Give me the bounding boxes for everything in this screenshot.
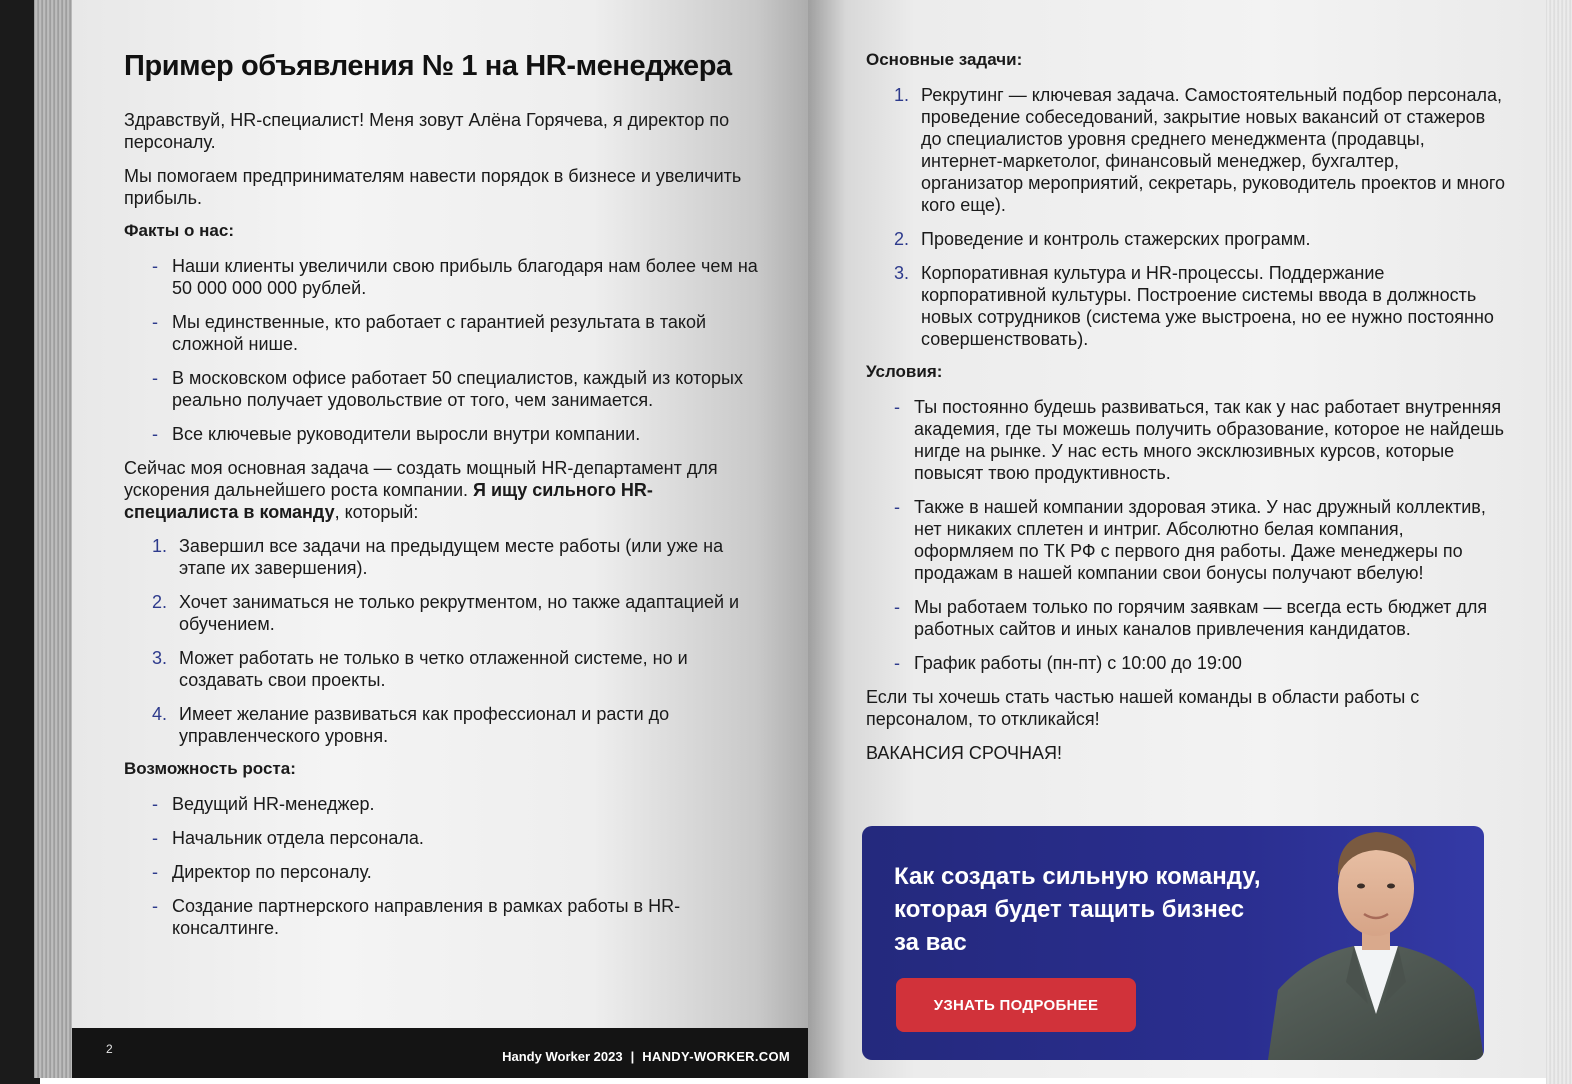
dash-marker: - (152, 828, 158, 848)
intro-paragraph-2: Мы помогаем предпринимателям навести порядок в бизнесе и увеличить прибыль. (124, 166, 742, 208)
list-item (866, 596, 1506, 640)
list-item (124, 535, 764, 579)
task-text-bold: Я ищу сильного HR-специалиста в команду (124, 480, 653, 522)
dash-marker: - (152, 424, 158, 444)
list-item (124, 827, 764, 849)
list-item-text: Проведение и контроль стажерских программ. (921, 229, 1311, 249)
dash-marker: - (152, 256, 158, 276)
footer-brand: Handy Worker 2023 (502, 1049, 623, 1064)
page-footer (72, 1028, 816, 1078)
list-item (866, 228, 1506, 250)
growth-heading: Возможность роста: (124, 759, 296, 778)
footer-brand-line (502, 1049, 790, 1064)
number-marker: 2. (894, 229, 910, 249)
list-item (124, 861, 764, 883)
tasks-heading: Основные задачи: (866, 50, 1023, 69)
number-marker: 1. (894, 85, 910, 105)
list-item (866, 84, 1506, 216)
left-page (72, 0, 816, 1078)
facts-heading: Факты о нас: (124, 221, 234, 240)
list-item-text: Мы работаем только по горячим заявкам — всегда есть бюджет для работных сайтов и иных каналов привлечения кандидатов. (914, 597, 1488, 639)
list-item-text: Хочет заниматься не только рекрутментом, но также адаптацией и обучением. (179, 592, 740, 634)
list-item (866, 652, 1506, 674)
list-item (866, 262, 1506, 350)
list-item-text: Имеет желание развиваться как профессионал и расти до управленческого уровня. (179, 704, 670, 746)
list-item (124, 367, 764, 411)
conditions-heading: Условия: (866, 362, 943, 381)
learn-more-button[interactable]: УЗНАТЬ ПОДРОБНЕЕ (896, 978, 1136, 1032)
list-item (124, 591, 764, 635)
dash-marker: - (152, 312, 158, 332)
dash-marker: - (894, 397, 900, 417)
list-item-text: Также в нашей компании здоровая этика. У нас дружный коллектив, нет никаких сплетен и интриг. Абсолютно белая компания, оформляем по ТК РФ с первого дня работы. Даже менеджеры по продажам в нашей компании свои бонусы получают вбелую! (914, 497, 1486, 583)
facts-list (124, 255, 764, 445)
task-paragraph (124, 457, 764, 523)
list-item-text: Ведущий HR-менеджер. (172, 794, 375, 814)
footer-separator: | (630, 1049, 635, 1064)
list-item (124, 703, 764, 747)
banner-title: Как создать сильную команду, которая будет тащить бизнес за вас (894, 863, 1261, 956)
speaker-photo (1268, 826, 1484, 1060)
urgent-note: ВАКАНСИЯ СРОЧНАЯ! (866, 743, 1063, 763)
dash-marker: - (152, 862, 158, 882)
footer-site-link[interactable]: HANDY-WORKER.COM (642, 1049, 790, 1064)
dash-marker: - (894, 597, 900, 617)
list-item (866, 496, 1506, 584)
number-marker: 3. (152, 648, 168, 668)
list-item-text: График работы (пн-пт) с 10:00 до 19:00 (914, 653, 1242, 673)
dash-marker: - (894, 653, 900, 673)
number-marker: 1. (152, 536, 168, 556)
tasks-list (866, 84, 1506, 350)
list-item-text: Рекрутинг — ключевая задача. Самостоятельный подбор персонала, проведение собеседований, закрытие новых вакансий от стажеров до специалистов уровня среднего менеджмента (продавцы, интернет-маркетолог, финансовый менеджер, бухгалтер, организатор мероприятий, секретарь, руководитель проектов и много кого еще). (921, 85, 1506, 215)
number-marker: 2. (152, 592, 168, 612)
list-item-text: Создание партнерского направления в рамках работы в HR-консалтинге. (172, 896, 681, 938)
left-page-content (124, 50, 764, 951)
list-item-text: Ты постоянно будешь развиваться, так как у нас работает внутренняя академия, где ты можешь получить образование, которое не найдешь нигде на рынке. У нас есть много эксклюзивных курсов, которые повысят твою продуктивность. (914, 397, 1505, 483)
closing-paragraph: Если ты хочешь стать частью нашей команды в области работы с персоналом, то откликайся! (866, 687, 1420, 729)
number-marker: 3. (894, 263, 910, 283)
list-item-text: В московском офисе работает 50 специалистов, каждый из которых реально получает удовольствие от того, чем занимается. (172, 368, 743, 410)
list-item-text: Начальник отдела персонала. (172, 828, 424, 848)
requirements-list (124, 535, 764, 747)
dash-marker: - (152, 896, 158, 916)
list-item (124, 895, 764, 939)
dash-marker: - (894, 497, 900, 517)
list-item-text: Все ключевые руководители выросли внутри компании. (172, 424, 641, 444)
dash-marker: - (152, 368, 158, 388)
list-item (124, 793, 764, 815)
list-item-text: Директор по персоналу. (172, 862, 372, 882)
growth-list (124, 793, 764, 939)
list-item-text: Мы единственные, кто работает с гарантией результата в такой сложной нише. (172, 312, 707, 354)
list-item-text: Корпоративная культура и HR-процессы. Поддержание корпоративной культуры. Построение системы ввода в должность новых сотрудников (система уже выстроена, но ее нужно постоянно совершенствовать). (921, 263, 1494, 349)
page-title: Пример объявления № 1 на HR-менеджера (124, 50, 732, 82)
list-item (866, 396, 1506, 484)
number-marker: 4. (152, 704, 168, 724)
intro-paragraph-1: Здравствуй, HR-специалист! Меня зовут Алёна Горячева, я директор по персоналу. (124, 110, 730, 152)
list-item (124, 647, 764, 691)
page-edges-left (34, 0, 76, 1078)
dash-marker: - (152, 794, 158, 814)
promo-banner[interactable] (862, 826, 1484, 1060)
list-item (124, 311, 764, 355)
task-text-start: Сейчас моя основная задача — создать мощный HR-департамент для ускорения дальнейшего роста компании. (124, 458, 718, 500)
list-item-text: Завершил все задачи на предыдущем месте работы (или уже на этапе их завершения). (179, 536, 724, 578)
right-page-content (866, 50, 1506, 776)
page-number: 2 (106, 1042, 113, 1056)
page-edges-right (1546, 0, 1572, 1084)
list-item (124, 423, 764, 445)
list-item-text: Наши клиенты увеличили свою прибыль благодаря нам более чем на 50 000 000 000 рублей. (172, 256, 758, 298)
list-item (124, 255, 764, 299)
list-item-text: Может работать не только в четко отлаженной системе, но и создавать свои проекты. (179, 648, 688, 690)
conditions-list (866, 396, 1506, 674)
task-text-end: , который: (334, 502, 419, 522)
